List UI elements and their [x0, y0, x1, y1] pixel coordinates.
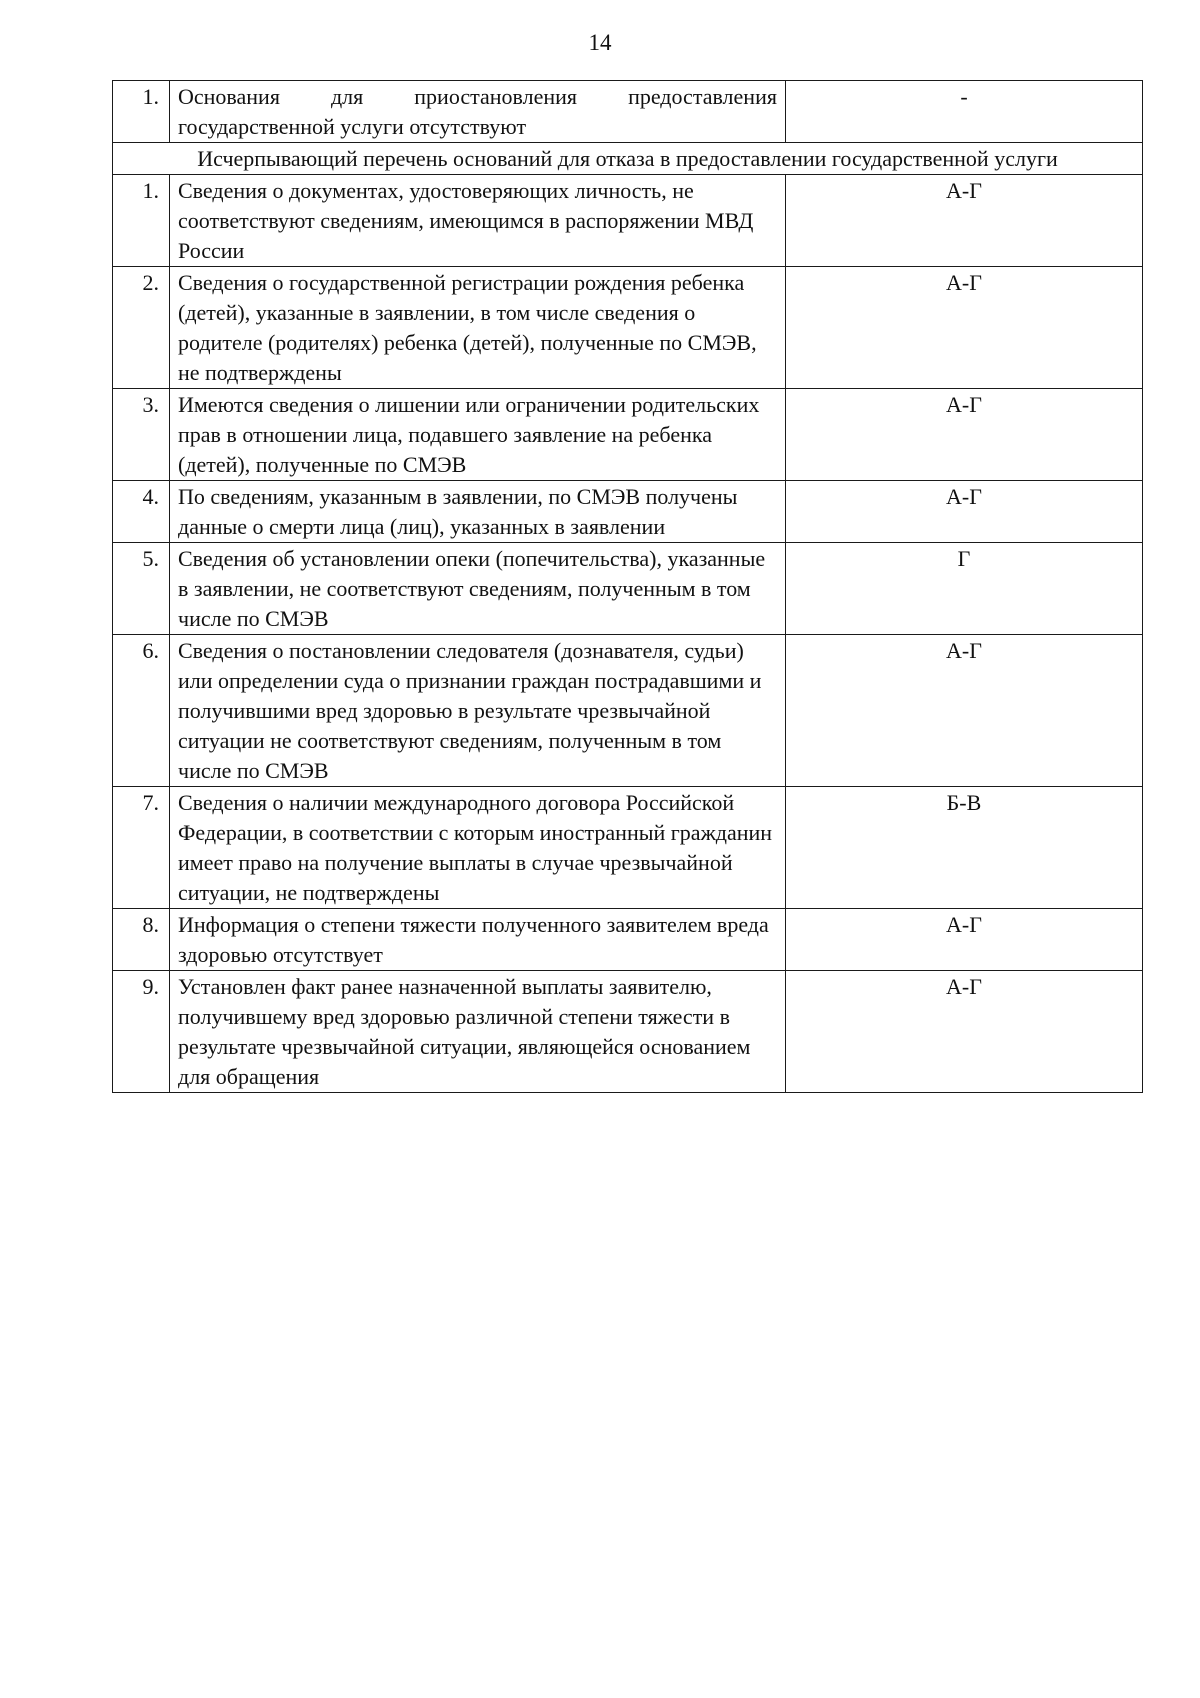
row-code: А-Г [786, 635, 1143, 787]
row-number: 1. [113, 81, 170, 143]
row-number: 1. [113, 175, 170, 267]
row-text: Установлен факт ранее назначенной выплаты заявителю, получившему вред здоровью различной степени тяжести в результате чрезвычайной ситуации, являющейся основанием для обращения [170, 971, 786, 1093]
row-number: 3. [113, 389, 170, 481]
row-number: 8. [113, 909, 170, 971]
grounds-table [112, 80, 1143, 1093]
table-row [113, 267, 1143, 389]
row-text: Сведения о государственной регистрации рождения ребенка (детей), указанные в заявлении, в том числе сведения о родителе (родителях) ребенка (детей), полученные по СМЭВ, не подтверждены [170, 267, 786, 389]
row-text: Сведения о наличии международного договора Российской Федерации, в соответствии с которым иностранный гражданин имеет право на получение выплаты в случае чрезвычайной ситуации, не подтверждены [170, 787, 786, 909]
row-code: А-Г [786, 971, 1143, 1093]
row-text: Сведения о постановлении следователя (дознавателя, судьи) или определении суда о признании граждан пострадавшими и получившими вред здоровью в результате чрезвычайной ситуации не соответствуют сведениям, полученным в том числе по СМЭВ [170, 635, 786, 787]
page-number: 14 [588, 30, 612, 55]
row-text-line: государственной услуги отсутствуют [178, 114, 527, 139]
row-text: Сведения о документах, удостоверяющих личность, не соответствуют сведениям, имеющимся в распоряжении МВД России [170, 175, 786, 267]
row-code: Б-В [786, 787, 1143, 909]
table-row [113, 481, 1143, 543]
row-number: 2. [113, 267, 170, 389]
row-number: 4. [113, 481, 170, 543]
row-code: А-Г [786, 389, 1143, 481]
table-row [113, 389, 1143, 481]
refusal-section-header-row [113, 143, 1143, 175]
row-code: А-Г [786, 481, 1143, 543]
row-number: 5. [113, 543, 170, 635]
row-code: - [786, 81, 1143, 143]
row-text: По сведениям, указанным в заявлении, по СМЭВ получены данные о смерти лица (лиц), указанных в заявлении [170, 481, 786, 543]
row-code: А-Г [786, 175, 1143, 267]
refusal-section-title: Исчерпывающий перечень оснований для отказа в предоставлении государственной услуги [113, 143, 1143, 175]
row-code: А-Г [786, 267, 1143, 389]
table-row [113, 175, 1143, 267]
suspension-row [113, 81, 1143, 143]
table-row [113, 787, 1143, 909]
row-text: Сведения об установлении опеки (попечительства), указанные в заявлении, не соответствуют сведениям, полученным в том числе по СМЭВ [170, 543, 786, 635]
row-number: 6. [113, 635, 170, 787]
row-code: Г [786, 543, 1143, 635]
row-number: 9. [113, 971, 170, 1093]
table-row [113, 543, 1143, 635]
row-text-word: приостановления [414, 84, 578, 109]
row-text-line [178, 82, 777, 112]
row-number: 7. [113, 787, 170, 909]
row-code: А-Г [786, 909, 1143, 971]
row-text: Информация о степени тяжести полученного заявителем вреда здоровью отсутствует [170, 909, 786, 971]
row-text: Имеются сведения о лишении или ограничении родительских прав в отношении лица, подавшего заявление на ребенка (детей), полученные по СМЭВ [170, 389, 786, 481]
table-row [113, 971, 1143, 1093]
table-row [113, 635, 1143, 787]
row-text-word: предоставления [628, 84, 777, 109]
row-text-word: Основания [178, 84, 280, 109]
table-row [113, 909, 1143, 971]
refusal-rows [113, 175, 1143, 1093]
row-text-word: для [330, 84, 364, 109]
row-text [170, 81, 786, 143]
